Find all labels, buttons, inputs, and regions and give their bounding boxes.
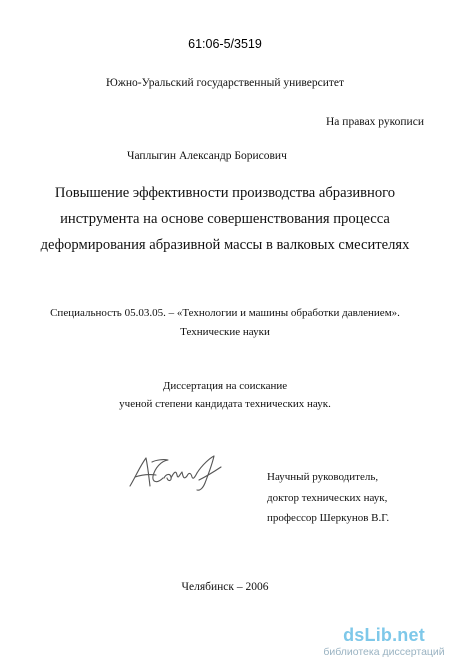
dslib-watermark	[322, 626, 446, 658]
supervisor-role: Научный руководитель,	[267, 471, 379, 483]
catalog-code: 61:06-5/3519	[188, 37, 262, 51]
author-name: Чаплыгин Александр Борисович	[127, 150, 287, 162]
handwritten-signature	[126, 450, 226, 496]
university-name: Южно-Уральский государственный университет	[105, 77, 345, 89]
dissertation-title	[0, 180, 450, 258]
degree-line: ученой степени кандидата технических наук.	[119, 398, 331, 410]
title-line: деформирования абразивной массы в валковых смесителях	[40, 237, 410, 253]
watermark-logo: dsLib.net	[343, 625, 425, 645]
degree-block	[0, 377, 450, 413]
specialty-block	[0, 304, 450, 342]
supervisor-degree: доктор технических наук,	[267, 491, 388, 504]
science-field: Технические науки	[180, 326, 270, 338]
manuscript-note: На правах рукописи	[326, 116, 424, 128]
degree-line: Диссертация на соискание	[162, 380, 288, 392]
title-line: Повышение эффективности производства абразивного	[54, 185, 396, 201]
title-line: инструмента на основе совершенствования процесса	[60, 211, 390, 227]
city-year: Челябинск – 2006	[181, 581, 269, 593]
supervisor-block	[267, 467, 389, 529]
supervisor-name: профессор Шеркунов В.Г.	[267, 512, 390, 524]
specialty-line: Специальность 05.03.05. – «Технологии и машины обработки давлением».	[50, 307, 400, 319]
watermark-subtitle: библиотека диссертаций	[323, 646, 445, 658]
